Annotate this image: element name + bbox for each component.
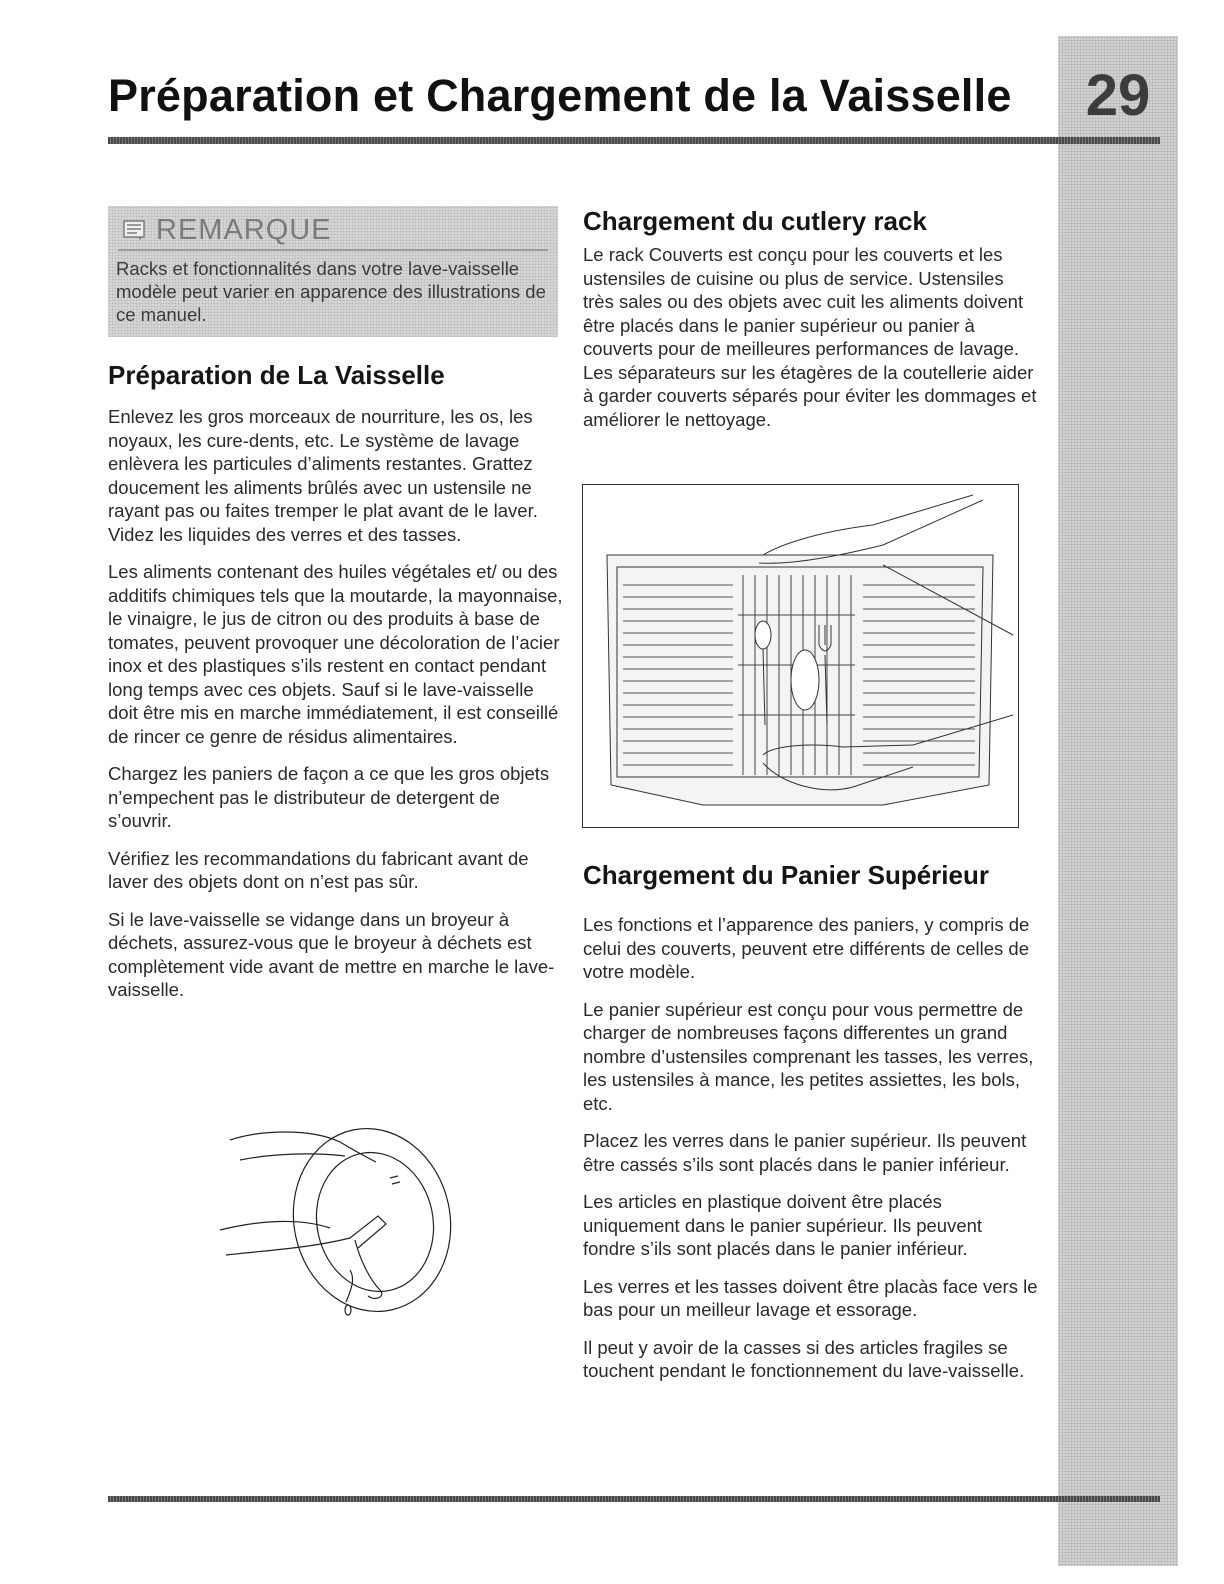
- page-title: Préparation et Chargement de la Vaisselle: [108, 70, 1012, 121]
- page-number: 29: [1085, 63, 1151, 128]
- cutlery-rack-figure: [582, 484, 1019, 828]
- paragraph: Le panier supérieur est conçu pour vous permettre de charger de nombreuses façons differentes un grand nombre d’ustensiles comprenant les tasses, les verres, les ustensiles à mance, les petites assiettes, les bols, etc.: [583, 998, 1034, 1114]
- paragraph: Chargez les paniers de façon a ce que les gros objets n’empechent pas le distributeur de detergent de s’ouvrir.: [108, 763, 550, 831]
- section-heading-upper-rack: Chargement du Panier Supérieur: [583, 860, 989, 890]
- paragraph: Vérifiez les recommandations du fabricant avant de laver des objets dont on n’est pas sûr.: [108, 847, 529, 892]
- paragraph: Si le lave-vaisselle se vidange dans un broyeur à déchets, assurez-vous que le broyeur à déchets est complètement vide avant de mettre en marche le lave-vaisselle.: [108, 908, 555, 1000]
- cutlery-rack-illustration: [583, 485, 1017, 826]
- note-box: [108, 206, 558, 337]
- note-header: [122, 212, 558, 248]
- paragraph: Les articles en plastique doivent être placés uniquement dans le panier supérieur. Ils peuvent fondre s’ils sont placés dans le panier inférieur.: [583, 1191, 983, 1259]
- right-column-top: [583, 206, 1038, 431]
- paragraph: Les fonctions et l’apparence des paniers, y compris de celui des couverts, peuvent etre différents de celles de votre modèle.: [583, 914, 1030, 982]
- paragraph: Les aliments contenant des huiles végétales et/ ou des additifs chimiques tels que la moutarde, la mayonnaise, le vinaigre, le jus de citron ou des produits à base de tomates, peuvent provoquer une décoloration de l’acier inox et des plastiques s’ils restent en contact pendant long temps avec ces objets. Sauf si le lave-vaisselle doit être mis en marche immédiatement, il est conseillé de rincer ce genre de résidus alimentaires.: [108, 561, 563, 747]
- note-text: Racks et fonctionnalités dans votre lave-vaisselle modèle peut varier en apparence des illustrations de ce manuel.: [116, 258, 546, 325]
- right-column-bottom: [583, 860, 1038, 1397]
- title-rule: [108, 137, 1160, 144]
- paragraph: Il peut y avoir de la casses si des articles fragiles se touchent pendant le fonctionnement du lave-vaisselle.: [583, 1336, 1025, 1381]
- paragraph: Enlevez les gros morceaux de nourriture, les os, les noyaux, les cure-dents, etc. Le système de lavage enlèvera les particules d’aliments restantes. Grattez doucement les aliments brûlés avec un ustensile ne rayant pas ou faites tremper le plat avant de le laver. Videz les liquides des verres et des tasses.: [108, 406, 538, 545]
- note-title: REMARQUE: [156, 213, 332, 246]
- left-column: [108, 360, 563, 1016]
- section-heading-cutlery: Chargement du cutlery rack: [583, 206, 927, 236]
- bottom-rule: [108, 1496, 1160, 1502]
- paragraph: Placez les verres dans le panier supérieur. Ils peuvent être cassés s’ils sont placés dans le panier inférieur.: [583, 1130, 1027, 1175]
- section-heading-preparation: Préparation de La Vaisselle: [108, 360, 445, 390]
- paragraph: Le rack Couverts est conçu pour les couverts et les ustensiles de cuisine ou plus de service. Ustensiles très sales ou des objets avec cuit les aliments doivent être placés dans le panier supérieur ou panier à couverts pour de meilleures performances de lavage. Les séparateurs sur les étagères de la coutellerie aider à garder couverts séparés pour éviter les dommages et améliorer le nettoyage.: [583, 244, 1037, 430]
- paragraph: Les verres et les tasses doivent être placàs face vers le bas pour un meilleur lavage et essorage.: [583, 1275, 1038, 1320]
- plate-scraping-illustration: [200, 1120, 460, 1320]
- note-divider: [118, 249, 548, 251]
- note-icon: [122, 219, 146, 241]
- side-tab-band: [1058, 36, 1178, 1566]
